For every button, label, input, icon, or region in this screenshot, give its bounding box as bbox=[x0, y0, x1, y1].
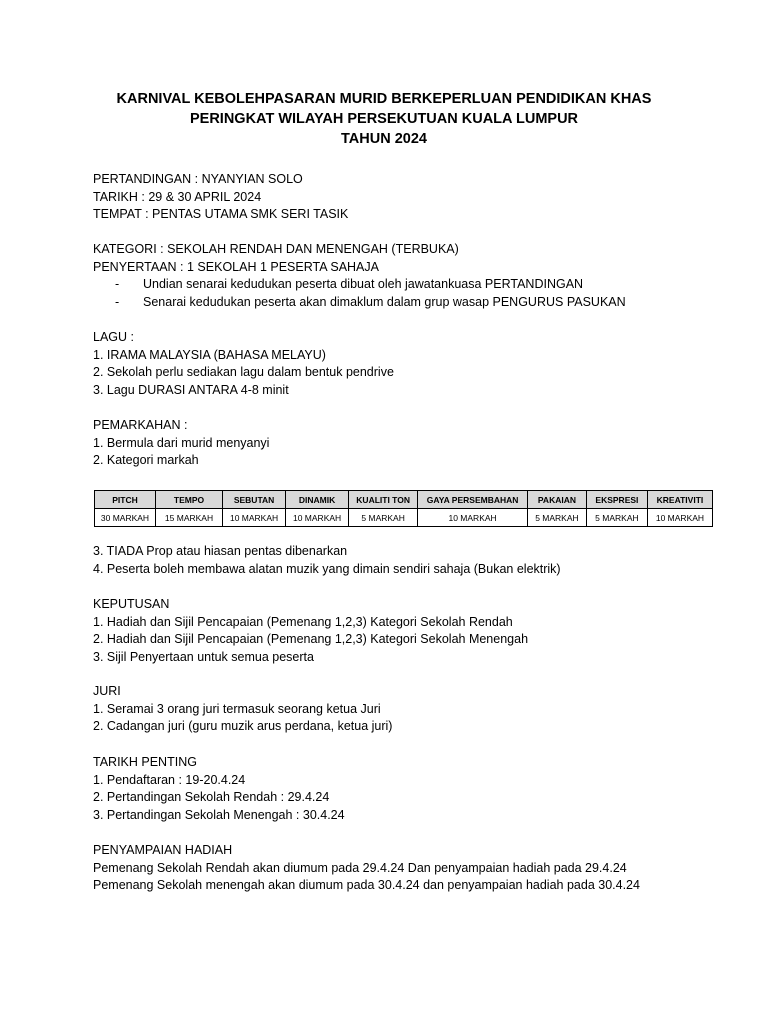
title-line-3: TAHUN 2024 bbox=[341, 131, 427, 147]
table-cell: 5 MARKAH bbox=[349, 509, 418, 527]
list-item: Pemenang Sekolah menengah akan diumum pada 30.4.24 dan penyampaian hadiah pada 30.4.24 bbox=[93, 878, 640, 893]
pemarkahan-notes bbox=[93, 543, 561, 578]
keputusan-heading: KEPUTUSAN bbox=[93, 597, 170, 611]
list-item: 3. Sijil Penyertaan untuk semua peserta bbox=[93, 649, 314, 664]
list-item: 1. Pendaftaran : 19-20.4.24 bbox=[93, 772, 246, 787]
lagu-section bbox=[93, 329, 394, 399]
list-item: 1. Hadiah dan Sijil Pencapaian (Pemenang 1,2,3) Kategori Sekolah Rendah bbox=[93, 614, 513, 629]
juri-heading: JURI bbox=[93, 684, 121, 698]
pertandingan-text: PERTANDINGAN : NYANYIAN SOLO bbox=[93, 172, 303, 186]
table-header-cell: PITCH bbox=[95, 491, 156, 509]
bullet-marker: - bbox=[115, 294, 120, 309]
table-cell: 5 MARKAH bbox=[527, 509, 586, 527]
bullet-text: Senarai kedudukan peserta akan dimaklum dalam grup wasap PENGURUS PASUKAN bbox=[143, 294, 626, 309]
list-item: 1. Seramai 3 orang juri termasuk seorang ketua Juri bbox=[93, 701, 381, 716]
kategori-section bbox=[93, 241, 626, 311]
pemarkahan-section bbox=[93, 417, 269, 470]
table-cell: 10 MARKAH bbox=[286, 509, 349, 527]
penyampaian-section bbox=[93, 842, 640, 895]
list-item: 2. Pertandingan Sekolah Rendah : 29.4.24 bbox=[93, 790, 330, 805]
document-title bbox=[0, 89, 768, 149]
table-header-cell: PAKAIAN bbox=[527, 491, 586, 509]
table-cell: 5 MARKAH bbox=[586, 509, 647, 527]
table-row bbox=[95, 509, 713, 527]
tarikh-penting-heading: TARIKH PENTING bbox=[93, 755, 197, 769]
table-cell: 30 MARKAH bbox=[95, 509, 156, 527]
lagu-heading: LAGU : bbox=[93, 330, 134, 344]
table-cell: 10 MARKAH bbox=[647, 509, 712, 527]
penyampaian-heading: PENYAMPAIAN HADIAH bbox=[93, 843, 233, 857]
list-item: 1. Bermula dari murid menyanyi bbox=[93, 435, 270, 450]
bullet-marker: - bbox=[115, 277, 120, 292]
tarikh-text: TARIKH : 29 & 30 APRIL 2024 bbox=[93, 189, 262, 204]
table-header-cell: EKSPRESI bbox=[586, 491, 647, 509]
list-item: 3. TIADA Prop atau hiasan pentas dibenarkan bbox=[93, 544, 348, 558]
list-item: 2. Sekolah perlu sediakan lagu dalam bentuk pendrive bbox=[93, 365, 394, 380]
keputusan-section bbox=[93, 596, 528, 666]
table-cell: 10 MARKAH bbox=[418, 509, 528, 527]
table-header-cell: GAYA PERSEMBAHAN bbox=[418, 491, 528, 509]
list-item: 4. Peserta boleh membawa alatan muzik yang dimain sendiri sahaja (Bukan elektrik) bbox=[93, 561, 561, 576]
list-item: 3. Pertandingan Sekolah Menengah : 30.4.24 bbox=[93, 807, 345, 822]
table-header-cell: DINAMIK bbox=[286, 491, 349, 509]
list-item: 1. IRAMA MALAYSIA (BAHASA MELAYU) bbox=[93, 347, 326, 362]
list-item bbox=[93, 294, 626, 312]
table-header-cell: SEBUTAN bbox=[223, 491, 286, 509]
title-line-1: KARNIVAL KEBOLEHPASARAN MURID BERKEPERLUAN PENDIDIKAN KHAS bbox=[116, 91, 652, 107]
marks-table bbox=[94, 490, 713, 527]
table-header-cell: TEMPO bbox=[155, 491, 222, 509]
list-item bbox=[93, 276, 626, 294]
tarikh-penting-section bbox=[93, 754, 345, 824]
penyertaan-text: PENYERTAAN : 1 SEKOLAH 1 PESERTA SAHAJA bbox=[93, 259, 379, 274]
table-cell: 15 MARKAH bbox=[155, 509, 222, 527]
kategori-text: KATEGORI : SEKOLAH RENDAH DAN MENENGAH (TERBUKA) bbox=[93, 242, 459, 256]
table-header-row bbox=[95, 491, 713, 509]
list-item: 2. Kategori markah bbox=[93, 453, 199, 468]
table-header-cell: KUALITI TON bbox=[349, 491, 418, 509]
list-item: 2. Cadangan juri (guru muzik arus perdana, ketua juri) bbox=[93, 719, 393, 734]
table-header-cell: KREATIVITI bbox=[647, 491, 712, 509]
list-item: 2. Hadiah dan Sijil Pencapaian (Pemenang 1,2,3) Kategori Sekolah Menengah bbox=[93, 632, 529, 647]
info-section bbox=[93, 171, 348, 224]
list-item: Pemenang Sekolah Rendah akan diumum pada 29.4.24 Dan penyampaian hadiah pada 29.4.24 bbox=[93, 860, 627, 875]
pemarkahan-heading: PEMARKAHAN : bbox=[93, 418, 188, 432]
table-cell: 10 MARKAH bbox=[223, 509, 286, 527]
bullet-text: Undian senarai kedudukan peserta dibuat oleh jawatankuasa PERTANDINGAN bbox=[143, 277, 584, 292]
title-line-2: PERINGKAT WILAYAH PERSEKUTUAN KUALA LUMPUR bbox=[189, 111, 579, 127]
list-item: 3. Lagu DURASI ANTARA 4-8 minit bbox=[93, 382, 289, 397]
juri-section bbox=[93, 683, 392, 736]
tempat-text: TEMPAT : PENTAS UTAMA SMK SERI TASIK bbox=[93, 207, 349, 222]
